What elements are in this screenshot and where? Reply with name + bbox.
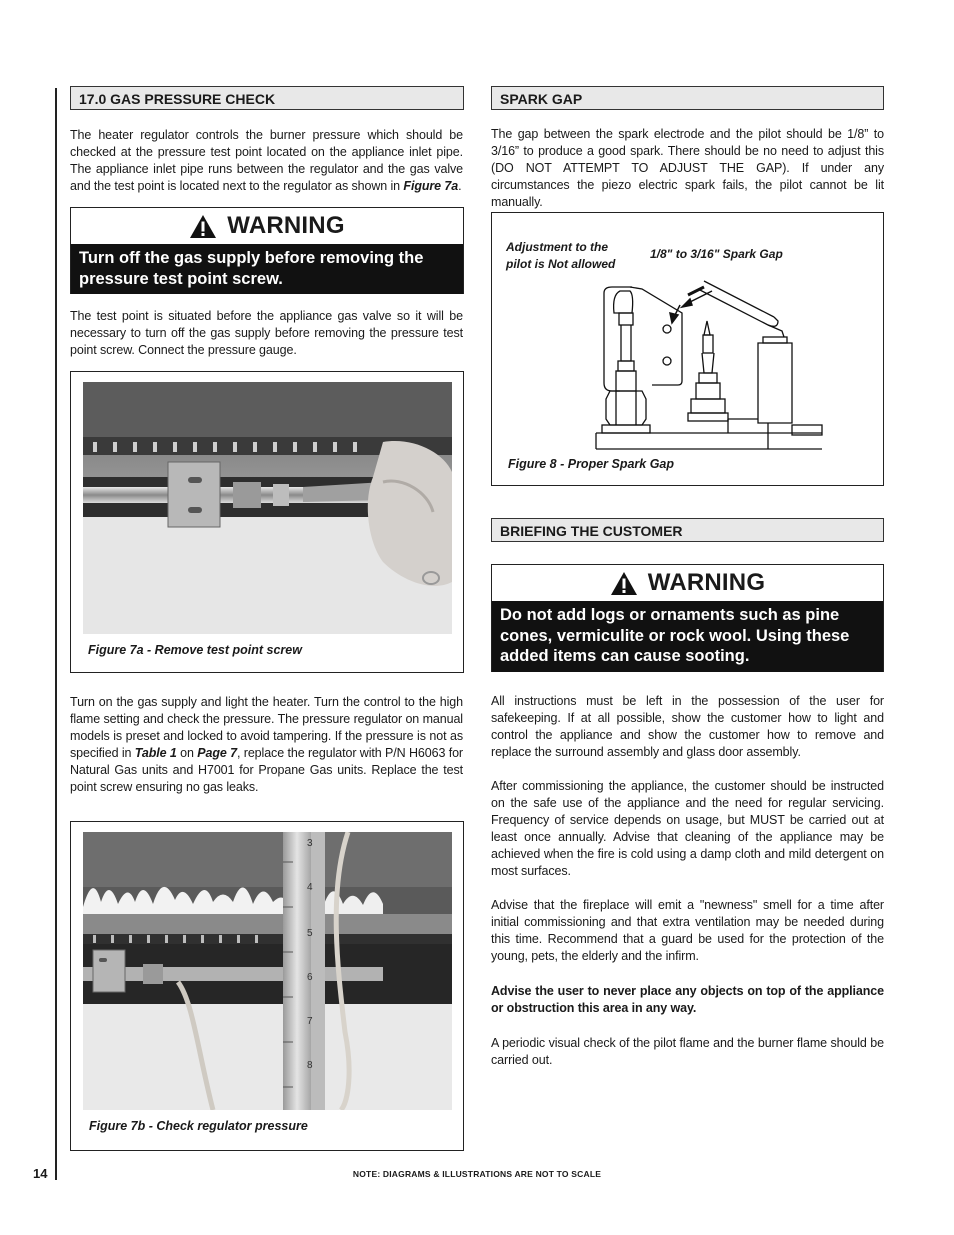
text: , replace the regulator with P/N H6063 for Natural Gas units and H7001 for Propane Gas units. Replace the test point screw ensuring no gas leaks. xyxy=(70,746,463,794)
warning-header xyxy=(492,565,883,601)
warning-triangle-icon xyxy=(189,214,217,239)
regulator-check-text xyxy=(70,694,463,796)
figure-8-caption: Figure 8 - Proper Spark Gap xyxy=(508,457,675,471)
text: on xyxy=(176,746,198,760)
svg-text:7: 7 xyxy=(307,1016,313,1027)
figure-7b-caption: Figure 7b - Check regulator pressure xyxy=(89,1119,308,1133)
warning-body: Do not add logs or ornaments such as pine cones, vermiculite or rock wool. Using these added items can cause sooting. xyxy=(492,601,883,672)
figure-7a-caption: Figure 7a - Remove test point screw xyxy=(88,643,302,657)
section-header-text: 17.0 GAS PRESSURE CHECK xyxy=(79,91,276,107)
section-header-text: SPARK GAP xyxy=(500,91,583,107)
section-header-text: BRIEFING THE CUSTOMER xyxy=(500,523,683,539)
svg-text:8: 8 xyxy=(307,1060,313,1071)
warning-box-logs xyxy=(491,564,884,672)
warning-title: WARNING xyxy=(227,212,345,239)
section-header-briefing xyxy=(491,518,884,542)
table-ref: Table 1 xyxy=(134,746,177,760)
text: . xyxy=(458,179,462,193)
footer-note: NOTE: DIAGRAMS & ILLUSTRATIONS ARE NOT TO SCALE xyxy=(352,1169,602,1179)
figure-ref: Figure 7a xyxy=(403,179,459,193)
section-header-gas-pressure xyxy=(70,86,464,110)
page-ref: Page 7 xyxy=(197,746,237,760)
svg-text:3: 3 xyxy=(307,838,313,849)
adjustment-label-line2: pilot is Not allowed xyxy=(506,257,616,271)
warning-title: WARNING xyxy=(647,569,766,596)
figure-7b xyxy=(70,821,464,1151)
spark-gap-diagram xyxy=(492,213,883,485)
figure-8 xyxy=(491,212,884,486)
svg-text:6: 6 xyxy=(307,972,313,983)
page-number: 14 xyxy=(33,1166,48,1181)
no-objects-text: Advise the user to never place any objects on top of the appliance or obstruction this area in any way. xyxy=(491,984,884,1015)
figure-7a xyxy=(70,371,464,673)
text: Turn on the gas supply and light the heater. Turn the control to the high flame setting and check the pressure. The pressure regulator on manual models is preset and locked to avoid tampering. If the pressure is not as specified in xyxy=(70,695,463,760)
svg-text:5: 5 xyxy=(307,928,313,939)
warning-triangle-icon xyxy=(610,571,638,596)
spark-gap-label: 1/8" to 3/16" Spark Gap xyxy=(650,247,783,261)
section-header-spark-gap xyxy=(491,86,884,110)
text: The heater regulator controls the burner pressure which should be checked at the pressure test point located on the appliance inlet pipe. The appliance inlet pipe runs between the regulator and the gas valve and the test point is located next to the regulator as shown in xyxy=(70,128,463,193)
spark-gap-text: The gap between the spark electrode and the pilot should be 1/8” to 3/16” to produce a good spark. There should be no need to adjust this (DO NOT ATTEMPT TO ADJUST THE GAP). If under any circumstances the piezo electric spark fails, the pilot cannot be lit manually. xyxy=(491,127,884,209)
adjustment-label-line1: Adjustment to the xyxy=(506,240,608,254)
svg-text:4: 4 xyxy=(307,882,313,893)
commissioning-text: After commissioning the appliance, the customer should be instructed on the safe use of the appliance and the need for regular servicing. Frequency of service depends on usage, but MUST be carried out at least once annually. Advise that cleaning of the appliance may be achieved when the fire is cold using a damp cloth and mild detergent on most surfaces. xyxy=(491,779,884,878)
warning-box-gas xyxy=(70,207,464,294)
page-rule xyxy=(55,88,57,1180)
warning-body: Turn off the gas supply before removing the pressure test point screw. xyxy=(71,244,463,294)
warning-header xyxy=(71,208,463,244)
gas-pressure-intro xyxy=(70,127,463,195)
test-point-text: The test point is situated before the appliance gas valve so it will be necessary to turn off the gas supply before removing the pressure test point screw. Connect the pressure gauge. xyxy=(70,309,463,357)
visual-check-text: A periodic visual check of the pilot flame and the burner flame should be carried out. xyxy=(491,1036,884,1067)
instructions-text: All instructions must be left in the possession of the user for safekeeping. If at all possible, show the customer how to light and control the appliance and show the customer how to remove and replace the surround assembly and glass door assembly. xyxy=(491,694,884,759)
figure-7b-photo xyxy=(83,832,452,1110)
newness-smell-text: Advise that the fireplace will emit a "newness" smell for a time after initial commissioning and that extra ventilation may be needed during this time. Recommend that a guard be used for the protection of the young, pets, the elderly and the infirm. xyxy=(491,898,884,963)
figure-7a-photo xyxy=(83,382,452,634)
